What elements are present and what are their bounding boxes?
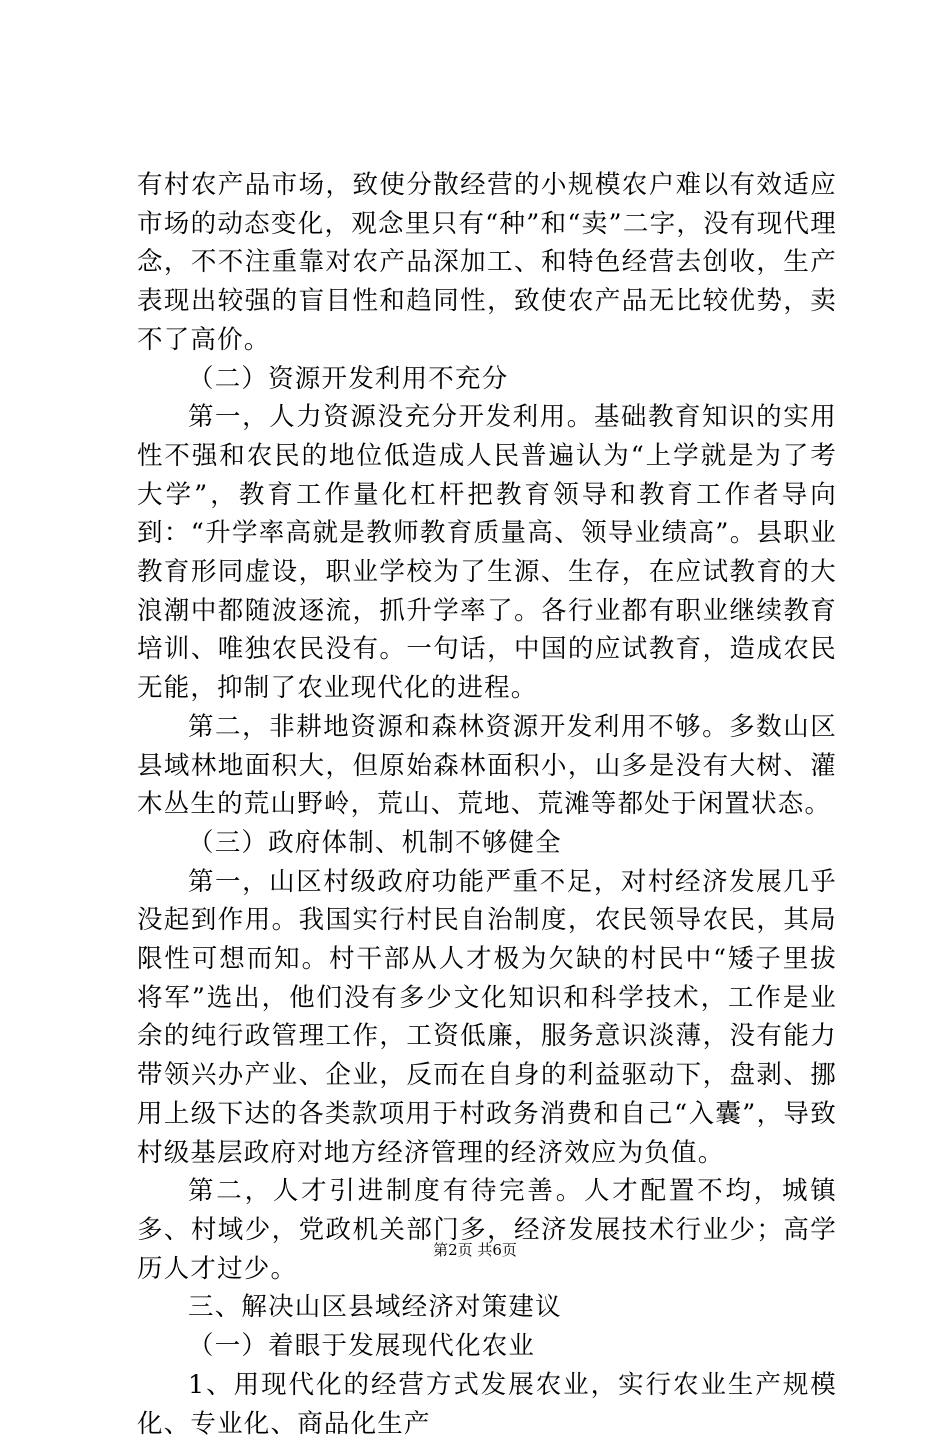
section-heading-government: （三）政府体制、机制不够健全 bbox=[188, 827, 562, 858]
paragraph-forest-resources: 第二，非耕地资源和森林资源开发利用不够。多数山区县域林地面积大，但原始森林面积小，山多是没有大树、灌木丛生的荒山野岭，荒山、荒地、荒滩等都处于闲置状态。 bbox=[137, 711, 837, 820]
paragraph-talent-introduction: 第二，人才引进制度有待完善。人才配置不均，城镇多、村域少，党政机关部门多，经济发展技术行业少；高学历人才过少。 bbox=[137, 1176, 837, 1284]
paragraph-modern-management: 1、用现代化的经营方式发展农业，实行农业生产规模化、专业化、商品化生产 bbox=[137, 1369, 837, 1439]
section-heading-resources: （二）资源开发利用不充分 bbox=[188, 363, 509, 394]
page-number-footer: 第2页 共6页 bbox=[433, 1241, 517, 1259]
section-heading-countermeasures: 三、解决山区县域经济对策建议 bbox=[188, 1292, 562, 1323]
paragraph-village-government: 第一，山区村级政府功能严重不足，对村经济发展几乎没起到作用。我国实行村民自治制度，农民领导农民，其局限性可想而知。村干部从人才极为欠缺的村民中“矮子里拔将军”选出，他们没有多少文化知识和科学技术，工作是业余的纯行政管理工作，工资低廉，服务意识淡薄，没有能力带领兴办产业、企业，反而在自身的利益驱动下，盘剥、挪用上级下达的各类款项用于村政务消费和自己“入囊”，导致村级基层政府对地方经济管理的经济效应为负值。 bbox=[137, 866, 837, 1168]
subsection-heading-modern-agriculture: （一）着眼于发展现代化农业 bbox=[188, 1331, 536, 1362]
paragraph-continuation: 有村农产品市场，致使分散经营的小规模农户难以有效适应市场的动态变化，观念里只有“种”和“卖”二字，没有现代理念，不不注重靠对农产品深加工、和特色经营去创收，生产表现出较强的盲目性和趋同性，致使农产品无比较优势，卖不了高价。 bbox=[137, 170, 837, 355]
paragraph-human-resources: 第一，人力资源没充分开发利用。基础教育知识的实用性不强和农民的地位低造成人民普遍认为“上学就是为了考大学”，教育工作量化杠杆把教育领导和教育工作者导向到：“升学率高就是教师教育质量高、领导业绩高”。县职业教育形同虚设，职业学校为了生源、生存，在应试教育的大浪潮中都随波逐流，抓升学率了。各行业都有职业继续教育培训、唯独农民没有。一句话，中国的应试教育，造成农民无能，抑制了农业现代化的进程。 bbox=[137, 402, 837, 704]
